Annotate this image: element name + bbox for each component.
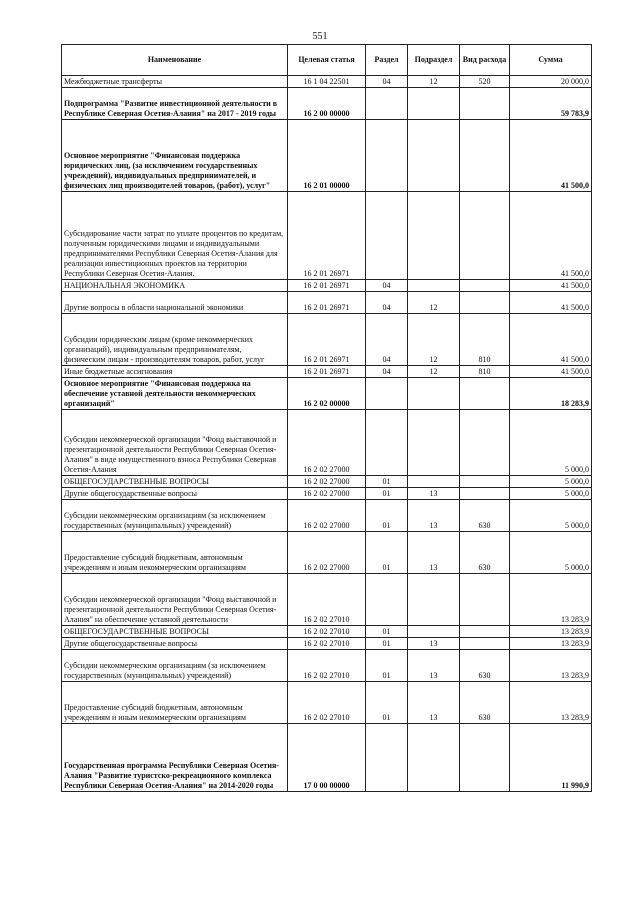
row-name: Субсидии юридическим лицам (кроме некоммерческих организаций), индивидуальным предпринимателям, физическим лицам - производителям товаров, работ, услуг [62,314,288,366]
table-row [62,88,592,120]
row-expense-type [460,280,510,292]
row-name: Другие общегосударственные вопросы [62,488,288,500]
row-name: Субсидирование части затрат по уплате процентов по кредитам, полученным юридическими лицами и индивидуальными предпринимателями Республики Северная Осетия-Алания для реализации инвестиционных проектов на территории Республики Северная Осетия-Алания. [62,192,288,280]
header-expense-type: Вид расхода [460,45,510,76]
row-section [366,192,408,280]
row-expense-type: 520 [460,76,510,88]
row-target-article: 16 2 01 26971 [288,292,366,314]
row-target-article: 16 2 02 27010 [288,626,366,638]
table-row [62,366,592,378]
row-subsection: 13 [408,500,460,532]
row-target-article: 16 2 02 27010 [288,574,366,626]
row-sum: 13 283,9 [510,638,592,650]
row-subsection: 13 [408,532,460,574]
row-subsection [408,574,460,626]
row-name: НАЦИОНАЛЬНАЯ ЭКОНОМИКА [62,280,288,292]
row-section [366,378,408,410]
row-sum: 59 783,9 [510,88,592,120]
row-expense-type: 810 [460,314,510,366]
row-target-article: 16 1 04 22501 [288,76,366,88]
row-name: Основное мероприятие "Финансовая поддержка юридических лиц, (за исключением государственных учреждений), индивидуальных предпринимателей, и физических лиц производителей товаров, (работ), услуг" [62,120,288,192]
row-sum: 5 000,0 [510,532,592,574]
row-sum: 41 500,0 [510,280,592,292]
row-expense-type [460,638,510,650]
row-name: Подпрограмма "Развитие инвестиционной деятельности в Республике Северная Осетия-Алания" на 2017 - 2019 годы [62,88,288,120]
header-target-article: Целевая статья [288,45,366,76]
row-target-article: 16 2 00 00000 [288,88,366,120]
row-sum: 18 283,9 [510,378,592,410]
row-target-article: 16 2 02 27010 [288,638,366,650]
table-row [62,280,592,292]
table-row [62,650,592,682]
header-name: Наименование [62,45,288,76]
row-sum: 20 000,0 [510,76,592,88]
row-sum: 5 000,0 [510,500,592,532]
row-expense-type [460,292,510,314]
table-row [62,488,592,500]
row-subsection [408,626,460,638]
row-expense-type: 630 [460,650,510,682]
row-section: 04 [366,292,408,314]
row-target-article: 16 2 02 27000 [288,500,366,532]
row-section: 01 [366,532,408,574]
row-subsection: 12 [408,366,460,378]
row-sum: 13 283,9 [510,650,592,682]
row-name: Другие вопросы в области национальной экономики [62,292,288,314]
page-number: 551 [312,31,328,42]
table-row [62,120,592,192]
row-name: Государственная программа Республики Северная Осетия-Алания "Развитие туристско-рекреационного комплекса Республики Северная Осетия-Алания" на 2014-2020 годы [62,724,288,792]
row-subsection: 12 [408,314,460,366]
row-subsection [408,120,460,192]
table-row [62,682,592,724]
row-expense-type [460,626,510,638]
table-row [62,724,592,792]
row-subsection [408,724,460,792]
row-expense-type [460,120,510,192]
row-subsection [408,378,460,410]
row-section: 01 [366,476,408,488]
table-header-row [62,45,592,76]
row-expense-type [460,488,510,500]
row-section: 04 [366,366,408,378]
row-section: 01 [366,682,408,724]
row-sum: 41 500,0 [510,292,592,314]
row-name: ОБЩЕГОСУДАРСТВЕННЫЕ ВОПРОСЫ [62,626,288,638]
row-expense-type [460,88,510,120]
row-name: ОБЩЕГОСУДАРСТВЕННЫЕ ВОПРОСЫ [62,476,288,488]
row-name: Субсидии некоммерческой организации "Фонд выставочной и презентационной деятельности Республики Северная Осетия-Алания" на обеспечение уставной деятельности [62,574,288,626]
row-sum: 11 990,9 [510,724,592,792]
table-row [62,574,592,626]
row-sum: 5 000,0 [510,476,592,488]
row-expense-type [460,378,510,410]
row-sum: 5 000,0 [510,488,592,500]
row-name: Иные бюджетные ассигнования [62,366,288,378]
row-target-article: 16 2 01 26971 [288,314,366,366]
row-section [366,410,408,476]
row-sum: 41 500,0 [510,366,592,378]
table-row [62,378,592,410]
row-name: Предоставление субсидий бюджетным, автономным учреждениям и иным некоммерческим организациям [62,532,288,574]
row-name: Субсидии некоммерческим организациям (за исключением государственных (муниципальных) учреждений) [62,650,288,682]
table-row [62,626,592,638]
row-name: Основное мероприятие "Финансовая поддержка на обеспечение уставной деятельности некоммерческих организаций" [62,378,288,410]
row-sum: 13 283,9 [510,682,592,724]
row-name: Субсидии некоммерческой организации "Фонд выставочной и презентационной деятельности Республики Северная Осетия-Алания" в виде имущественного взноса Республики Северная Осетия-Алания [62,410,288,476]
table-row [62,638,592,650]
header-subsection: Подраздел [408,45,460,76]
row-name: Межбюджетные трансферты [62,76,288,88]
row-subsection [408,280,460,292]
row-section: 01 [366,500,408,532]
row-section: 01 [366,626,408,638]
row-target-article: 16 2 02 27010 [288,650,366,682]
row-name: Субсидии некоммерческим организациям (за исключением государственных (муниципальных) учреждений) [62,500,288,532]
table-row [62,410,592,476]
row-target-article: 16 2 02 27000 [288,532,366,574]
row-section [366,120,408,192]
row-expense-type: 810 [460,366,510,378]
row-target-article: 16 2 01 26971 [288,192,366,280]
row-section [366,88,408,120]
table-row [62,476,592,488]
row-sum: 13 283,9 [510,574,592,626]
table-row [62,192,592,280]
row-target-article: 16 2 02 27010 [288,682,366,724]
row-section: 01 [366,488,408,500]
row-subsection: 12 [408,76,460,88]
row-expense-type: 630 [460,500,510,532]
header-sum: Сумма [510,45,592,76]
row-section: 01 [366,650,408,682]
row-subsection [408,410,460,476]
table-row [62,76,592,88]
row-target-article: 16 2 02 00000 [288,378,366,410]
row-expense-type: 630 [460,682,510,724]
row-expense-type [460,724,510,792]
row-subsection [408,192,460,280]
budget-table [61,44,592,792]
row-sum: 5 000,0 [510,410,592,476]
table-row [62,292,592,314]
row-expense-type [460,476,510,488]
row-name: Предоставление субсидий бюджетным, автономным учреждениям и иным некоммерческим организациям [62,682,288,724]
row-expense-type [460,410,510,476]
row-sum: 41 500,0 [510,314,592,366]
row-target-article: 16 2 02 27000 [288,488,366,500]
table-row [62,532,592,574]
row-sum: 41 500,0 [510,120,592,192]
row-section: 04 [366,280,408,292]
row-section: 04 [366,314,408,366]
row-subsection: 12 [408,292,460,314]
row-subsection [408,88,460,120]
row-target-article: 16 2 01 26971 [288,366,366,378]
row-expense-type [460,192,510,280]
row-section [366,574,408,626]
row-subsection: 13 [408,488,460,500]
row-sum: 41 500,0 [510,192,592,280]
row-target-article: 17 0 00 00000 [288,724,366,792]
row-section: 04 [366,76,408,88]
row-subsection [408,476,460,488]
row-subsection: 13 [408,650,460,682]
row-target-article: 16 2 01 26971 [288,280,366,292]
table-row [62,314,592,366]
row-section: 01 [366,638,408,650]
row-expense-type [460,574,510,626]
row-section [366,724,408,792]
row-subsection: 13 [408,638,460,650]
table-row [62,500,592,532]
row-sum: 13 283,9 [510,626,592,638]
row-target-article: 16 2 01 00000 [288,120,366,192]
row-name: Другие общегосударственные вопросы [62,638,288,650]
row-subsection: 13 [408,682,460,724]
row-expense-type: 630 [460,532,510,574]
header-section: Раздел [366,45,408,76]
row-target-article: 16 2 02 27000 [288,476,366,488]
row-target-article: 16 2 02 27000 [288,410,366,476]
